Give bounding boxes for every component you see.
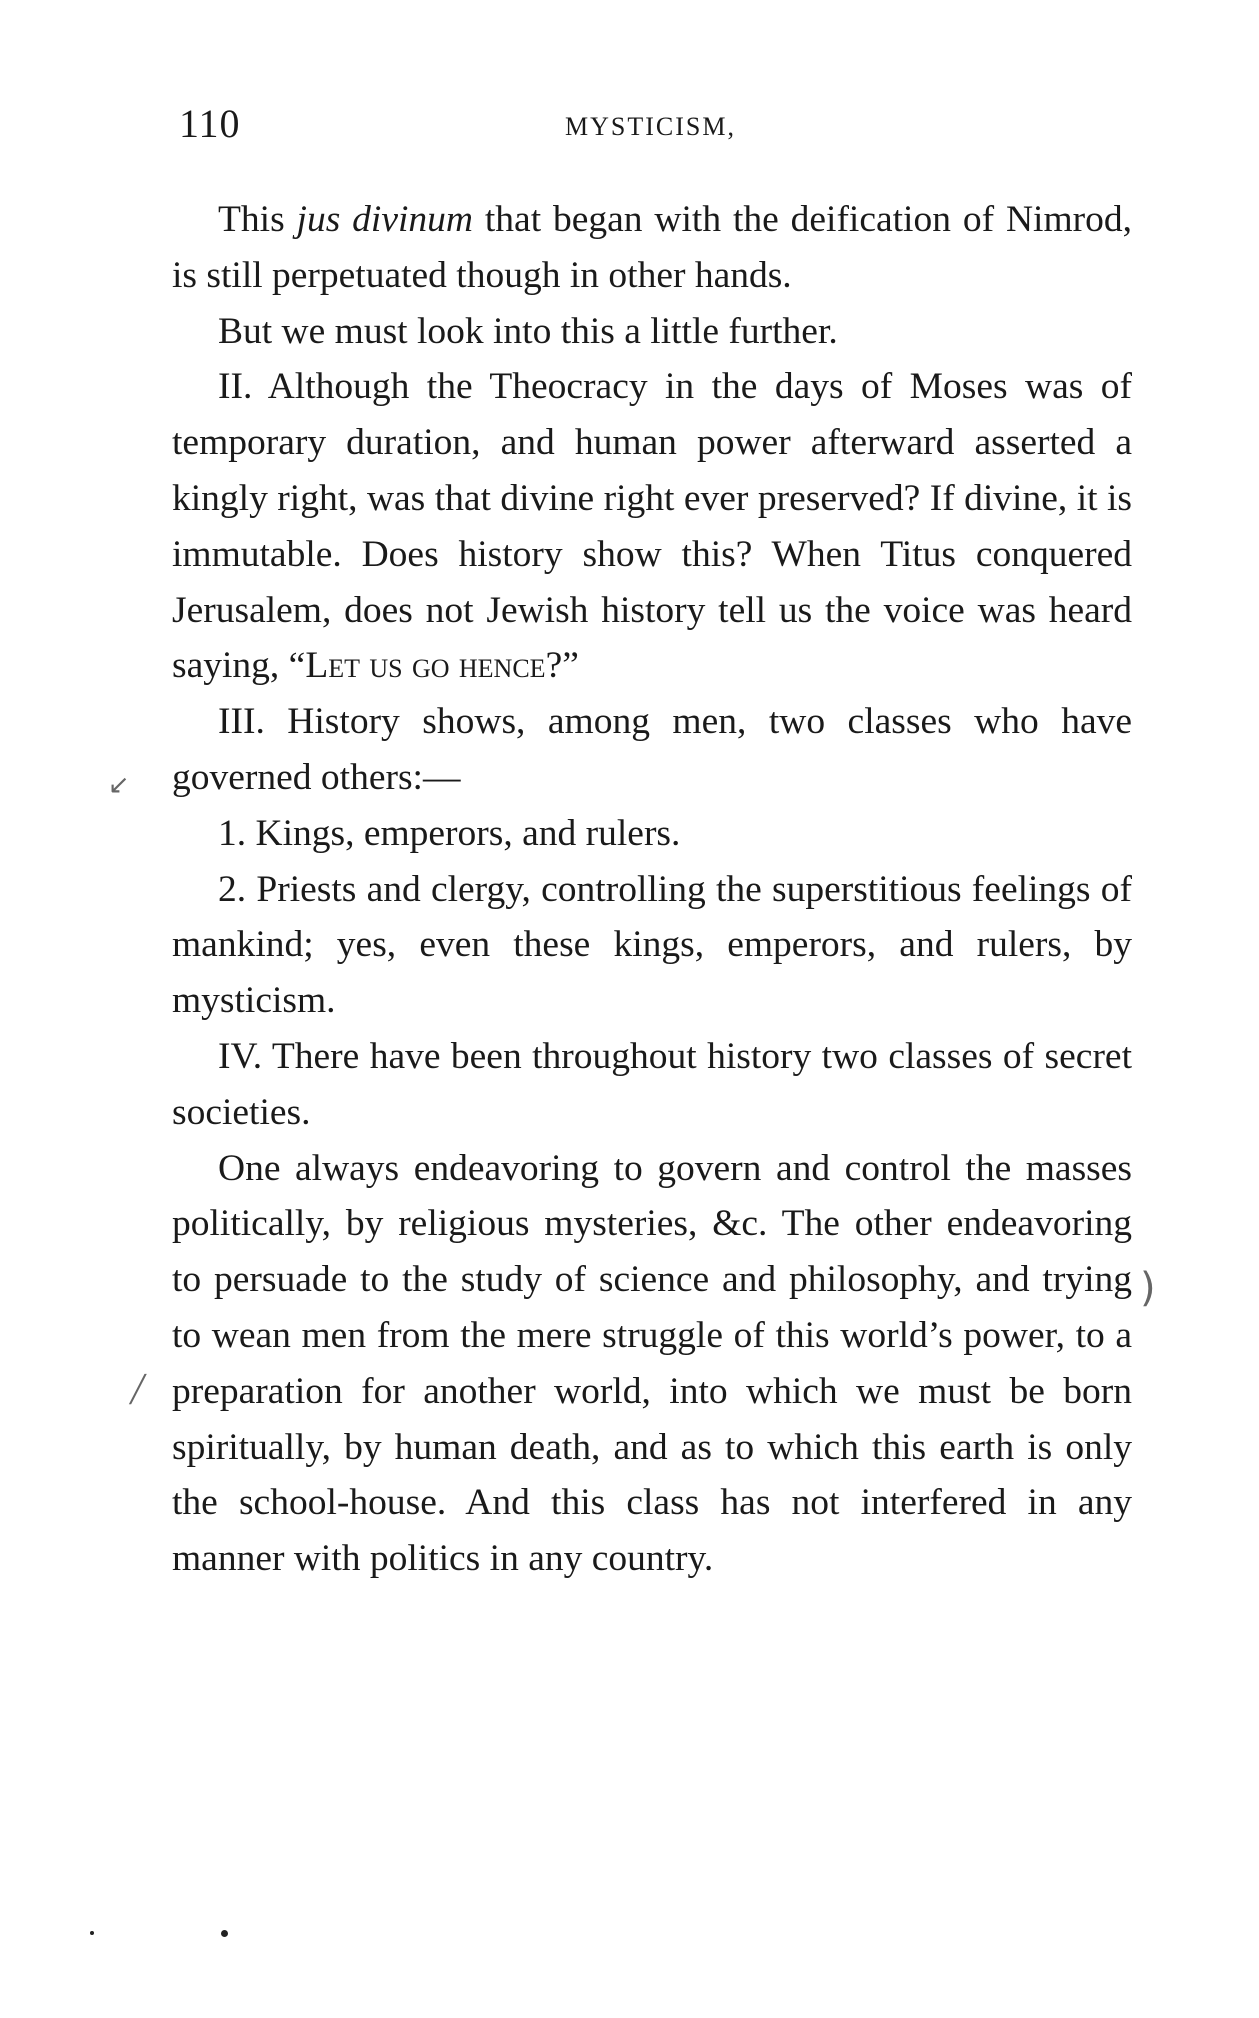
list-item-2: 2. Priests and clergy, controlling the superstitious feelings of mankind; yes, even these kings, emperors, and rulers, by mysticism. [172,868,1132,1022]
page-number: 110 [179,101,241,146]
italic-phrase: jus divinum [296,199,473,240]
small-caps-quote: Let us go hence [305,645,546,687]
ink-speck-icon [221,1930,228,1937]
paragraph-section-iii: III. History shows, among men, two classes who have governed others:— [172,701,1132,798]
margin-pencil-mark-icon: ↙ [108,770,130,800]
page-header [175,100,1130,160]
margin-bracket-icon: ) [1140,1265,1156,1311]
body-text [172,192,1132,1587]
paragraph-jus-divinum: This jus divinum that began with the deification of Nimrod, is still perpetuated though in other hands. [172,199,1132,296]
paragraph-secret-societies: One always endeavoring to govern and control the masses politically, by religious mysteries, &c. The other endeavoring to persuade to the study of science and philosophy, and trying to wean men from the mere struggle of this world’s power, to a preparation for another world, into which we must be born spiritually, by human death, and as to which this earth is only the school-house. And this class has not interfered in any manner with politics in any country. [172,1147,1132,1580]
list-item-1: 1. Kings, emperors, and rulers. [218,812,681,854]
margin-tick-icon: ╱ [130,1375,146,1405]
paragraph-look-further: But we must look into this a little further. [218,310,838,352]
running-title: MYSTICISM, [565,112,736,141]
paragraph-section-ii: II. Although the Theocracy in the days of Moses was of temporary duration, and human power afterward asserted a kingly right, was that divine right ever preserved? If divine, it is immutable. Does history show this? When Titus conquered Jerusalem, does not Jewish history tell us the voice was heard saying, “Let us go hence?” [172,366,1132,687]
paragraph-section-iv: IV. There have been throughout history two classes of secret societies. [172,1035,1132,1133]
ink-speck-icon [90,1931,94,1935]
